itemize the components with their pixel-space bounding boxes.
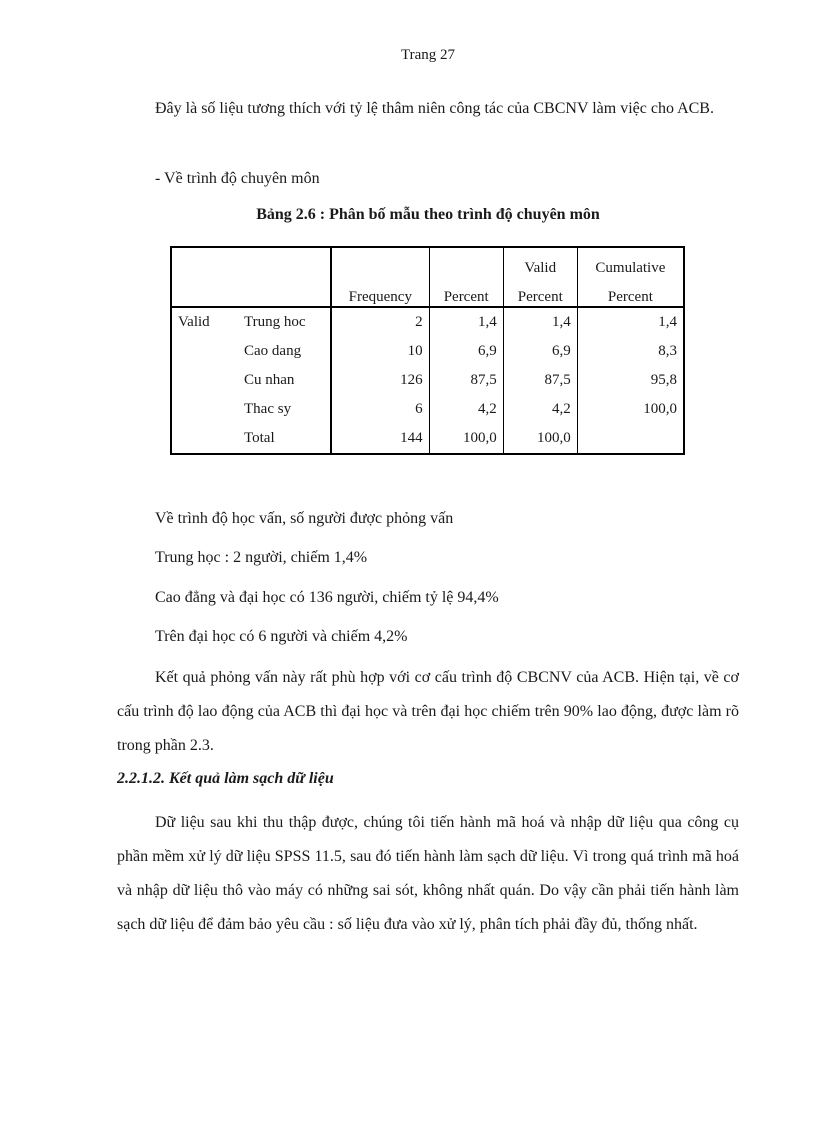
cell-percent: 87,5 — [429, 366, 503, 395]
bullet-line: - Về trình độ chuyên môn — [155, 170, 320, 187]
summary-paragraph: Kết quả phỏng vấn này rất phù hợp với cơ cấu trình độ CBCNV của ACB. Hiện tại, về cơ cấu trình độ lao động của ACB thì đại học và trên đại học chiếm trên 90% lao động, được làm rõ trong phần 2.3. — [117, 669, 739, 754]
group-label: Valid — [178, 314, 210, 330]
table-header-row-1 — [171, 247, 684, 277]
group-label-blank — [171, 395, 238, 424]
header-empty-1 — [171, 247, 238, 277]
table-row — [171, 395, 684, 424]
header-cumulative: Percent — [577, 277, 684, 307]
summary-line-1: Về trình độ học vấn, số người được phỏng vấn — [155, 510, 454, 527]
cell-frequency: 2 — [331, 307, 429, 337]
section-paragraph: Dữ liệu sau khi thu thập được, chúng tôi tiến hành mã hoá và nhập dữ liệu qua công cụ phần mềm xử lý dữ liệu SPSS 11.5, sau đó tiến hành làm sạch dữ liệu. Vì trong quá trình mã hoá và nhập dữ liệu thô vào máy có những sai sót, không nhất quán. Do vậy cần phải tiến hành làm sạch dữ liệu để đảm bảo yêu cầu : số liệu đưa vào xử lý, phân tích phải đầy đủ, thống nhất. — [117, 814, 739, 933]
row-label: Thac sy — [244, 401, 292, 417]
summary-line-2: Trung học : 2 người, chiếm 1,4% — [155, 549, 368, 566]
cell-percent: 1,4 — [429, 307, 503, 337]
cell-valid-percent: 4,2 — [503, 395, 577, 424]
group-label-blank — [171, 366, 238, 395]
summary-line-4: Trên đại học có 6 người và chiếm 4,2% — [155, 628, 408, 645]
cell-frequency: 126 — [331, 366, 429, 395]
table-caption: Bảng 2.6 : Phân bố mẫu theo trình độ chuyên môn — [256, 206, 600, 223]
header-cumulative-top: Cumulative — [577, 247, 684, 277]
cell-percent: 6,9 — [429, 337, 503, 366]
cell-percent: 100,0 — [429, 424, 503, 454]
summary-line-3: Cao đẳng và đại học có 136 người, chiếm tỷ lệ 94,4% — [155, 589, 499, 606]
cell-cumulative — [577, 424, 684, 454]
header-frequency: Frequency — [331, 277, 429, 307]
header-percent: Percent — [429, 277, 503, 307]
cell-cumulative: 100,0 — [577, 395, 684, 424]
table-row-total — [171, 424, 684, 454]
table-row — [171, 366, 684, 395]
cell-valid-percent: 6,9 — [503, 337, 577, 366]
header-empty-2 — [238, 247, 331, 277]
header-valid-percent: Percent — [503, 277, 577, 307]
row-label: Cao dang — [244, 343, 302, 359]
cell-percent: 4,2 — [429, 395, 503, 424]
intro-paragraph: Đây là số liệu tương thích với tỷ lệ thâm niên công tác của CBCNV làm việc cho ACB. — [155, 100, 714, 117]
cell-valid-percent: 100,0 — [503, 424, 577, 454]
section-heading: 2.2.1.2. Kết quả làm sạch dữ liệu — [117, 770, 334, 787]
cell-frequency: 10 — [331, 337, 429, 366]
row-label: Cu nhan — [244, 372, 295, 388]
table-row — [171, 307, 684, 337]
cell-cumulative: 1,4 — [577, 307, 684, 337]
frequency-table — [170, 246, 685, 455]
cell-valid-percent: 1,4 — [503, 307, 577, 337]
table-header-row-2 — [171, 277, 684, 307]
cell-cumulative: 8,3 — [577, 337, 684, 366]
cell-valid-percent: 87,5 — [503, 366, 577, 395]
header-empty-4 — [238, 277, 331, 307]
cell-cumulative: 95,8 — [577, 366, 684, 395]
header-frequency-blank — [331, 247, 429, 277]
header-percent-blank — [429, 247, 503, 277]
row-label: Total — [244, 430, 275, 446]
row-label: Trung hoc — [244, 314, 306, 330]
header-valid-percent-top: Valid — [503, 247, 577, 277]
group-label-blank — [171, 337, 238, 366]
page-number: Trang 27 — [400, 47, 456, 63]
cell-frequency: 6 — [331, 395, 429, 424]
header-empty-3 — [171, 277, 238, 307]
cell-frequency: 144 — [331, 424, 429, 454]
table-row — [171, 337, 684, 366]
group-label-blank — [171, 424, 238, 454]
